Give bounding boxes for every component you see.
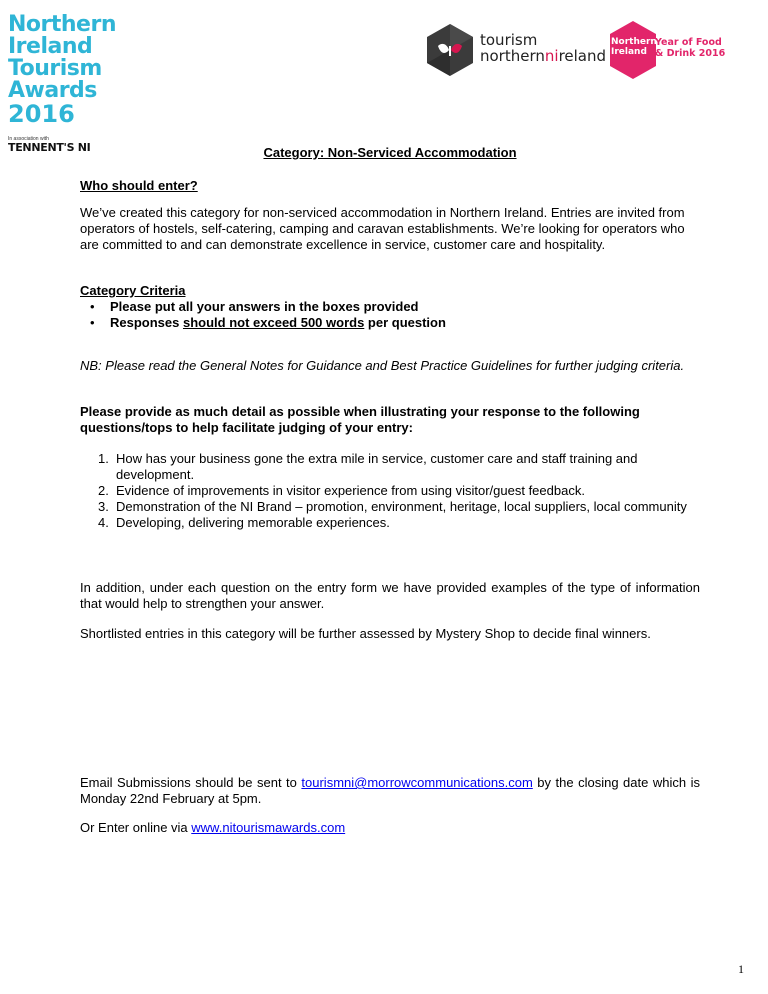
shortlisted-paragraph: Shortlisted entries in this category will be further assessed by Mystery Shop to decide final winners. (80, 626, 651, 641)
intro-paragraph: We’ve created this category for non-serviced accommodation in Northern Ireland. Entries are invited from operators of hostels, self-catering, camping and caravan establishments. We’re looking for operators who are committed to and can demonstrate excellence in service, customer care and hospitality. (80, 205, 685, 252)
criteria-list (80, 299, 700, 331)
category-criteria (80, 283, 700, 331)
awards-logo-line1: Northern Ireland (8, 12, 116, 59)
questions-list (80, 451, 700, 531)
awards-logo-year: 2016 (8, 100, 75, 128)
tourism-ni-hexagon-icon (424, 22, 476, 78)
yof-logo-left-text: Northern Ireland (611, 37, 657, 57)
provide-detail-instruction: Please provide as much detail as possible when illustrating your response to the following questions/tops to help facilitate judging of your entry: (80, 404, 640, 435)
yof-logo-right-text: Year of Food & Drink 2016 (655, 37, 726, 59)
sponsor-logo: TENNENT'S NI (8, 141, 91, 154)
question-item: 2. Evidence of improvements in visitor experience from using visitor/guest feedback. (98, 483, 585, 498)
email-link[interactable]: tourismni@morrowcommunications.com (301, 775, 533, 790)
tourism-ni-line1: tourism (480, 31, 538, 49)
awards-assoc-text: In association with (8, 136, 49, 142)
page-number: 1 (738, 962, 744, 976)
year-of-food-logo (608, 20, 726, 80)
who-should-enter-heading: Who should enter? (80, 178, 198, 193)
website-link[interactable]: www.nitourismawards.com (191, 820, 346, 835)
question-item: 1. How has your business gone the extra mile in service, customer care and staff training and development. (98, 451, 638, 482)
tourism-ni-line2: northernnireland (480, 47, 607, 65)
tourism-ni-wordmark (480, 32, 606, 64)
bullet-icon: • (90, 299, 95, 314)
question-item: 3. Demonstration of the NI Brand – promotion, environment, heritage, local suppliers, local community (98, 499, 687, 514)
tourism-ni-logo (424, 22, 607, 78)
category-criteria-heading: Category Criteria (80, 283, 186, 298)
awards-logo-line2: Tourism Awards (8, 56, 102, 103)
enter-online-paragraph: Or Enter online via www.nitourismawards.com (80, 820, 346, 835)
category-title: Category: Non-Serviced Accommodation (263, 145, 517, 160)
email-submissions-paragraph: Email Submissions should be sent to tourismni@morrowcommunications.com by the closing date which is Monday 22nd February at 5pm. (80, 775, 700, 806)
nb-note: NB: Please read the General Notes for Guidance and Best Practice Guidelines for further judging criteria. (80, 358, 685, 373)
question-item: 4. Developing, delivering memorable experiences. (98, 515, 390, 530)
in-addition-paragraph: In addition, under each question on the entry form we have provided examples of the type of information that would help to strengthen your answer. (80, 580, 700, 611)
criteria-item: • Please put all your answers in the boxes provided (90, 299, 419, 314)
criteria-item: • Responses should not exceed 500 words per question (90, 315, 446, 330)
awards-logo (8, 14, 188, 154)
bullet-icon: • (90, 315, 95, 330)
